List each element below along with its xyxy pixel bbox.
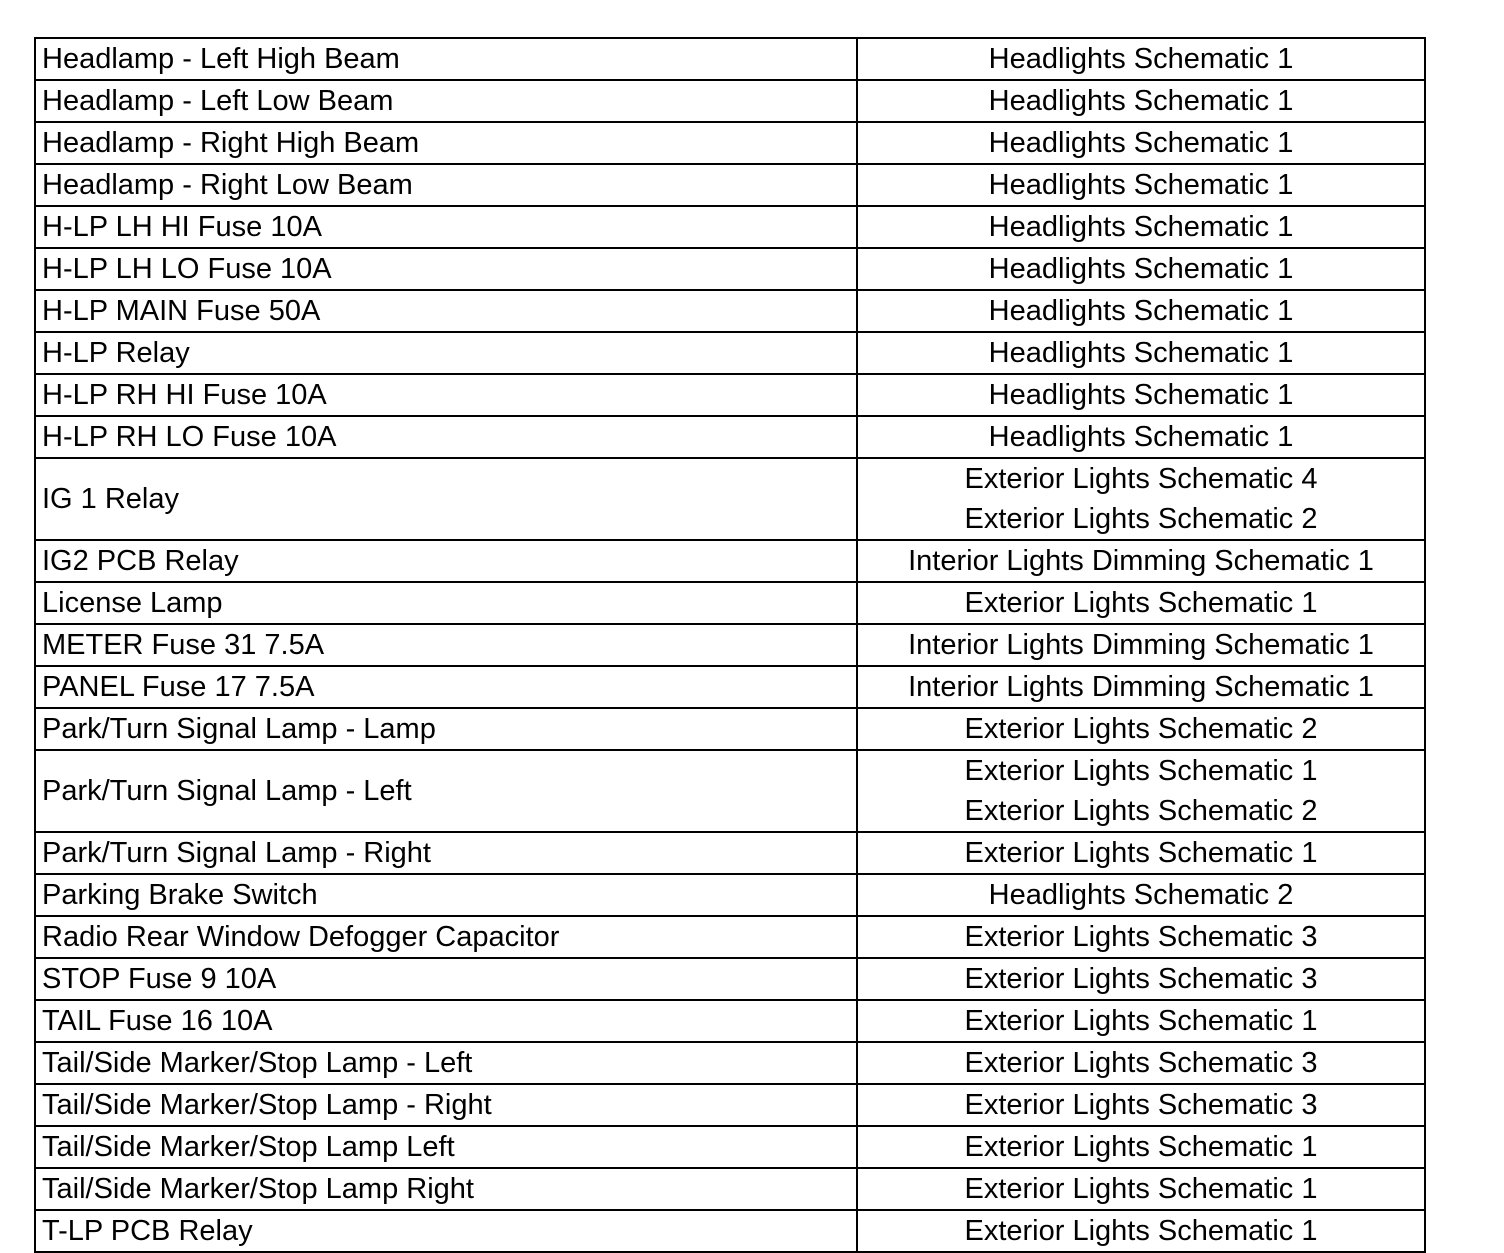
schematic-reference: Exterior Lights Schematic 2 [964, 503, 1318, 535]
table-row [35, 1168, 1425, 1210]
table-row [35, 666, 1425, 708]
schematic-reference: Exterior Lights Schematic 2 [964, 713, 1318, 745]
component-name-cell: Park/Turn Signal Lamp - Right [35, 832, 857, 874]
schematic-reference-cell [857, 916, 1425, 958]
component-name-cell: METER Fuse 31 7.5A [35, 624, 857, 666]
schematic-reference-cell [857, 290, 1425, 332]
schematic-reference-cell [857, 750, 1425, 832]
component-name-cell: Headlamp - Left High Beam [35, 38, 857, 80]
schematic-reference-cell [857, 708, 1425, 750]
component-name-cell: IG 1 Relay [35, 458, 857, 540]
component-name-cell: Tail/Side Marker/Stop Lamp - Right [35, 1084, 857, 1126]
schematic-reference: Headlights Schematic 2 [988, 879, 1294, 911]
schematic-reference-cell [857, 582, 1425, 624]
schematic-reference-cell [857, 1000, 1425, 1042]
table-row [35, 582, 1425, 624]
schematic-reference-cell [857, 1168, 1425, 1210]
component-index-table [34, 37, 1426, 1253]
table-row [35, 1084, 1425, 1126]
schematic-reference-cell [857, 874, 1425, 916]
schematic-reference-cell [857, 206, 1425, 248]
schematic-reference-cell [857, 458, 1425, 540]
schematic-reference-cell [857, 38, 1425, 80]
component-name-cell: License Lamp [35, 582, 857, 624]
table-row [35, 374, 1425, 416]
table-row [35, 38, 1425, 80]
table-row [35, 916, 1425, 958]
schematic-reference: Exterior Lights Schematic 1 [964, 1173, 1318, 1205]
schematic-reference-cell [857, 1126, 1425, 1168]
table-row [35, 122, 1425, 164]
schematic-reference: Interior Lights Dimming Schematic 1 [908, 629, 1374, 661]
table-row [35, 708, 1425, 750]
component-name-cell: Tail/Side Marker/Stop Lamp Right [35, 1168, 857, 1210]
schematic-reference-cell [857, 540, 1425, 582]
schematic-reference: Headlights Schematic 1 [988, 127, 1294, 159]
schematic-reference: Headlights Schematic 1 [988, 337, 1294, 369]
schematic-reference: Exterior Lights Schematic 4 [964, 463, 1318, 495]
table-row [35, 206, 1425, 248]
table-row [35, 874, 1425, 916]
schematic-reference: Interior Lights Dimming Schematic 1 [908, 545, 1374, 577]
schematic-reference: Exterior Lights Schematic 1 [964, 1131, 1318, 1163]
component-name-cell: Radio Rear Window Defogger Capacitor [35, 916, 857, 958]
component-name-cell: H-LP MAIN Fuse 50A [35, 290, 857, 332]
component-name-cell: H-LP LH HI Fuse 10A [35, 206, 857, 248]
table-row [35, 1000, 1425, 1042]
component-name-cell: Tail/Side Marker/Stop Lamp - Left [35, 1042, 857, 1084]
schematic-reference: Headlights Schematic 1 [988, 169, 1294, 201]
schematic-reference-cell [857, 416, 1425, 458]
component-name-cell: Headlamp - Right High Beam [35, 122, 857, 164]
component-name-cell: Tail/Side Marker/Stop Lamp Left [35, 1126, 857, 1168]
table-row [35, 1210, 1425, 1252]
table-row [35, 540, 1425, 582]
component-name-cell: H-LP RH HI Fuse 10A [35, 374, 857, 416]
schematic-reference: Exterior Lights Schematic 1 [964, 755, 1318, 787]
schematic-reference: Exterior Lights Schematic 1 [964, 587, 1318, 619]
table-row [35, 80, 1425, 122]
schematic-reference-cell [857, 80, 1425, 122]
component-name-cell: Park/Turn Signal Lamp - Lamp [35, 708, 857, 750]
component-name-cell: H-LP LH LO Fuse 10A [35, 248, 857, 290]
schematic-reference: Headlights Schematic 1 [988, 379, 1294, 411]
component-name-cell: STOP Fuse 9 10A [35, 958, 857, 1000]
table-row [35, 1126, 1425, 1168]
schematic-reference: Headlights Schematic 1 [988, 253, 1294, 285]
component-name-cell: PANEL Fuse 17 7.5A [35, 666, 857, 708]
table-row [35, 624, 1425, 666]
table-row [35, 290, 1425, 332]
table-row [35, 750, 1425, 832]
schematic-reference-cell [857, 248, 1425, 290]
schematic-reference: Exterior Lights Schematic 1 [964, 1005, 1318, 1037]
schematic-reference: Exterior Lights Schematic 3 [964, 921, 1318, 953]
component-name-cell: Park/Turn Signal Lamp - Left [35, 750, 857, 832]
table-row [35, 832, 1425, 874]
schematic-reference: Exterior Lights Schematic 3 [964, 1047, 1318, 1079]
table-row [35, 248, 1425, 290]
schematic-reference-cell [857, 164, 1425, 206]
schematic-reference-cell [857, 624, 1425, 666]
component-name-cell: TAIL Fuse 16 10A [35, 1000, 857, 1042]
schematic-reference: Exterior Lights Schematic 1 [964, 1215, 1318, 1247]
table-row [35, 416, 1425, 458]
table-row [35, 164, 1425, 206]
schematic-reference: Headlights Schematic 1 [988, 421, 1294, 453]
schematic-reference: Headlights Schematic 1 [988, 43, 1294, 75]
component-name-cell: H-LP RH LO Fuse 10A [35, 416, 857, 458]
schematic-reference: Exterior Lights Schematic 3 [964, 1089, 1318, 1121]
schematic-reference-cell [857, 1042, 1425, 1084]
schematic-reference-cell [857, 832, 1425, 874]
component-name-cell: Parking Brake Switch [35, 874, 857, 916]
table-row [35, 1042, 1425, 1084]
schematic-reference: Exterior Lights Schematic 1 [964, 837, 1318, 869]
table-row [35, 458, 1425, 540]
table-row [35, 958, 1425, 1000]
schematic-reference-cell [857, 374, 1425, 416]
schematic-reference: Headlights Schematic 1 [988, 295, 1294, 327]
schematic-reference: Exterior Lights Schematic 3 [964, 963, 1318, 995]
component-name-cell: H-LP Relay [35, 332, 857, 374]
schematic-reference-cell [857, 122, 1425, 164]
table-body [35, 38, 1425, 1252]
component-name-cell: T-LP PCB Relay [35, 1210, 857, 1252]
component-name-cell: Headlamp - Left Low Beam [35, 80, 857, 122]
schematic-reference-cell [857, 1210, 1425, 1252]
schematic-reference: Interior Lights Dimming Schematic 1 [908, 671, 1374, 703]
schematic-reference-cell [857, 958, 1425, 1000]
schematic-reference-cell [857, 666, 1425, 708]
component-name-cell: Headlamp - Right Low Beam [35, 164, 857, 206]
table-row [35, 332, 1425, 374]
schematic-reference: Headlights Schematic 1 [988, 211, 1294, 243]
schematic-reference: Headlights Schematic 1 [988, 85, 1294, 117]
schematic-reference: Exterior Lights Schematic 2 [964, 795, 1318, 827]
schematic-reference-cell [857, 332, 1425, 374]
component-name-cell: IG2 PCB Relay [35, 540, 857, 582]
schematic-reference-cell [857, 1084, 1425, 1126]
